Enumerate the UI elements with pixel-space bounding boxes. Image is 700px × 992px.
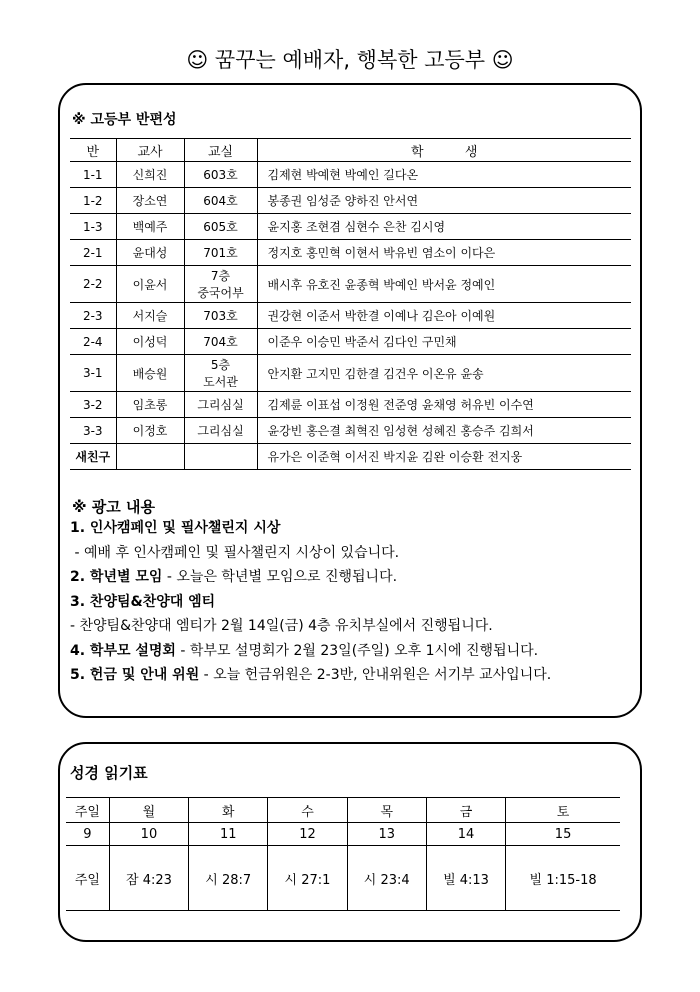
class-number: 3-2 bbox=[70, 392, 116, 418]
table-row bbox=[70, 162, 631, 188]
column-header: 교사 bbox=[116, 139, 184, 162]
table-row bbox=[70, 418, 631, 444]
notice-text: - 오늘 헌금위원은 2-3반, 안내위원은 서기부 교사입니다. bbox=[199, 667, 552, 683]
class-table bbox=[70, 138, 631, 470]
notice-item bbox=[70, 516, 630, 541]
day-cell: 월 bbox=[109, 798, 188, 823]
teacher-name: 이정호 bbox=[116, 418, 184, 444]
class-number: 1-2 bbox=[70, 188, 116, 214]
table-row bbox=[70, 188, 631, 214]
page-title: ☺ 꿈꾸는 예배자, 행복한 고등부 ☺ bbox=[186, 48, 514, 72]
notice-text: - 학부모 설명회가 2월 23일(주일) 오후 1시에 진행됩니다. bbox=[175, 642, 539, 659]
reading-cell: 시 28:7 bbox=[189, 846, 268, 911]
date-cell: 14 bbox=[426, 823, 505, 846]
class-number: 2-4 bbox=[70, 329, 116, 355]
room-name: 703호 bbox=[184, 303, 257, 329]
class-assignment-title: ※ 고등부 반편성 bbox=[72, 112, 177, 128]
day-cell: 목 bbox=[347, 798, 426, 823]
notice-item bbox=[70, 663, 630, 688]
date-cell: 13 bbox=[347, 823, 426, 846]
table-row bbox=[70, 329, 631, 355]
room-name bbox=[184, 444, 257, 470]
teacher-name: 서지슬 bbox=[116, 303, 184, 329]
student-list: 유가은 이준혁 이서진 박지윤 김완 이승환 전지웅 bbox=[257, 444, 631, 470]
room-name: 701호 bbox=[184, 240, 257, 266]
table-row bbox=[70, 214, 631, 240]
table-row bbox=[70, 444, 631, 470]
class-number: 1-3 bbox=[70, 214, 116, 240]
day-cell: 토 bbox=[506, 798, 620, 823]
teacher-name: 이윤서 bbox=[116, 266, 184, 303]
notice-item bbox=[70, 565, 630, 590]
teacher-name: 이성덕 bbox=[116, 329, 184, 355]
column-header: 반 bbox=[70, 139, 116, 162]
class-number: 2-2 bbox=[70, 266, 116, 303]
reading-cell: 빌 4:13 bbox=[426, 846, 505, 911]
bible-reading-title: 성경 읽기표 bbox=[70, 764, 148, 782]
column-header: 학 생 bbox=[257, 139, 631, 162]
teacher-name: 배승원 bbox=[116, 355, 184, 392]
teacher-name bbox=[116, 444, 184, 470]
notice-item bbox=[70, 590, 630, 615]
student-list: 권강현 이준서 박한결 이예나 김은아 이예원 bbox=[257, 303, 631, 329]
student-list: 윤강빈 홍은결 최혁진 임성현 성혜진 홍승주 김희서 bbox=[257, 418, 631, 444]
notice-text: - 찬양팀&찬양대 엠티가 2월 14일(금) 4층 유치부실에서 진행됩니다. bbox=[70, 618, 493, 634]
class-number: 3-3 bbox=[70, 418, 116, 444]
reading-cell: 빌 1:15-18 bbox=[506, 846, 620, 911]
date-cell: 11 bbox=[189, 823, 268, 846]
room-name: 603호 bbox=[184, 162, 257, 188]
bible-days-row bbox=[66, 798, 620, 823]
room-name: 605호 bbox=[184, 214, 257, 240]
student-list: 봉종권 임성준 양하진 안서연 bbox=[257, 188, 631, 214]
student-list: 정지호 홍민혁 이현서 박유빈 염소이 이다은 bbox=[257, 240, 631, 266]
day-cell: 화 bbox=[189, 798, 268, 823]
column-header: 교실 bbox=[184, 139, 257, 162]
day-cell: 수 bbox=[268, 798, 347, 823]
room-name: 5층 도서관 bbox=[184, 355, 257, 392]
notice-heading: 4. 학부모 설명회 bbox=[70, 642, 176, 659]
class-number: 새친구 bbox=[70, 444, 116, 470]
student-list: 이준우 이승민 박준서 김다인 구민채 bbox=[257, 329, 631, 355]
bible-reading-table bbox=[66, 797, 620, 911]
notice-heading: 2. 학년별 모임 bbox=[70, 569, 163, 585]
student-list: 윤지홍 조현겸 심현수 은찬 김시영 bbox=[257, 214, 631, 240]
teacher-name: 윤대성 bbox=[116, 240, 184, 266]
teacher-name: 장소연 bbox=[116, 188, 184, 214]
day-cell: 주일 bbox=[66, 798, 109, 823]
reading-cell: 잠 4:23 bbox=[109, 846, 188, 911]
notice-heading: 3. 찬양팀&찬양대 엠티 bbox=[70, 593, 216, 610]
table-row bbox=[70, 240, 631, 266]
day-cell: 금 bbox=[426, 798, 505, 823]
notice-heading: 5. 헌금 및 안내 위원 bbox=[70, 667, 200, 683]
room-name: 그리심실 bbox=[184, 418, 257, 444]
reading-cell: 시 27:1 bbox=[268, 846, 347, 911]
class-number: 3-1 bbox=[70, 355, 116, 392]
date-cell: 12 bbox=[268, 823, 347, 846]
notice-title: ※ 광고 내용 bbox=[72, 498, 155, 516]
table-row bbox=[70, 266, 631, 303]
teacher-name: 임초롱 bbox=[116, 392, 184, 418]
teacher-name: 신희진 bbox=[116, 162, 184, 188]
student-list: 배시후 유호진 윤종혁 박예인 박서윤 정예인 bbox=[257, 266, 631, 303]
bible-readings-row bbox=[66, 846, 620, 911]
room-name: 그리심실 bbox=[184, 392, 257, 418]
class-number: 2-1 bbox=[70, 240, 116, 266]
date-cell: 9 bbox=[66, 823, 109, 846]
room-name: 7층 중국어부 bbox=[184, 266, 257, 303]
notice-text: - 예배 후 인사캠페인 및 필사챌린지 시상이 있습니다. bbox=[70, 544, 400, 561]
room-name: 704호 bbox=[184, 329, 257, 355]
student-list: 안지환 고지민 김한결 김건우 이온유 윤송 bbox=[257, 355, 631, 392]
notice-item bbox=[70, 639, 630, 664]
room-name: 604호 bbox=[184, 188, 257, 214]
student-list: 김제현 박예현 박예인 길다온 bbox=[257, 162, 631, 188]
table-row bbox=[70, 355, 631, 392]
student-list: 김제륜 이표섭 이정원 전준영 윤채영 허유빈 이수연 bbox=[257, 392, 631, 418]
table-row bbox=[70, 303, 631, 329]
table-row bbox=[70, 392, 631, 418]
date-cell: 15 bbox=[506, 823, 620, 846]
class-number: 1-1 bbox=[70, 162, 116, 188]
table-header-row bbox=[70, 139, 631, 162]
notice-item bbox=[70, 541, 630, 566]
class-number: 2-3 bbox=[70, 303, 116, 329]
notice-text: - 오늘은 학년별 모임으로 진행됩니다. bbox=[162, 569, 398, 585]
reading-cell: 시 23:4 bbox=[347, 846, 426, 911]
teacher-name: 백예주 bbox=[116, 214, 184, 240]
date-cell: 10 bbox=[109, 823, 188, 846]
notice-heading: 1. 인사캠페인 및 필사챌린지 시상 bbox=[70, 520, 281, 536]
notice-item bbox=[70, 614, 630, 639]
reading-cell: 주일 bbox=[66, 846, 109, 911]
bible-dates-row bbox=[66, 823, 620, 846]
notice-list bbox=[70, 516, 630, 688]
